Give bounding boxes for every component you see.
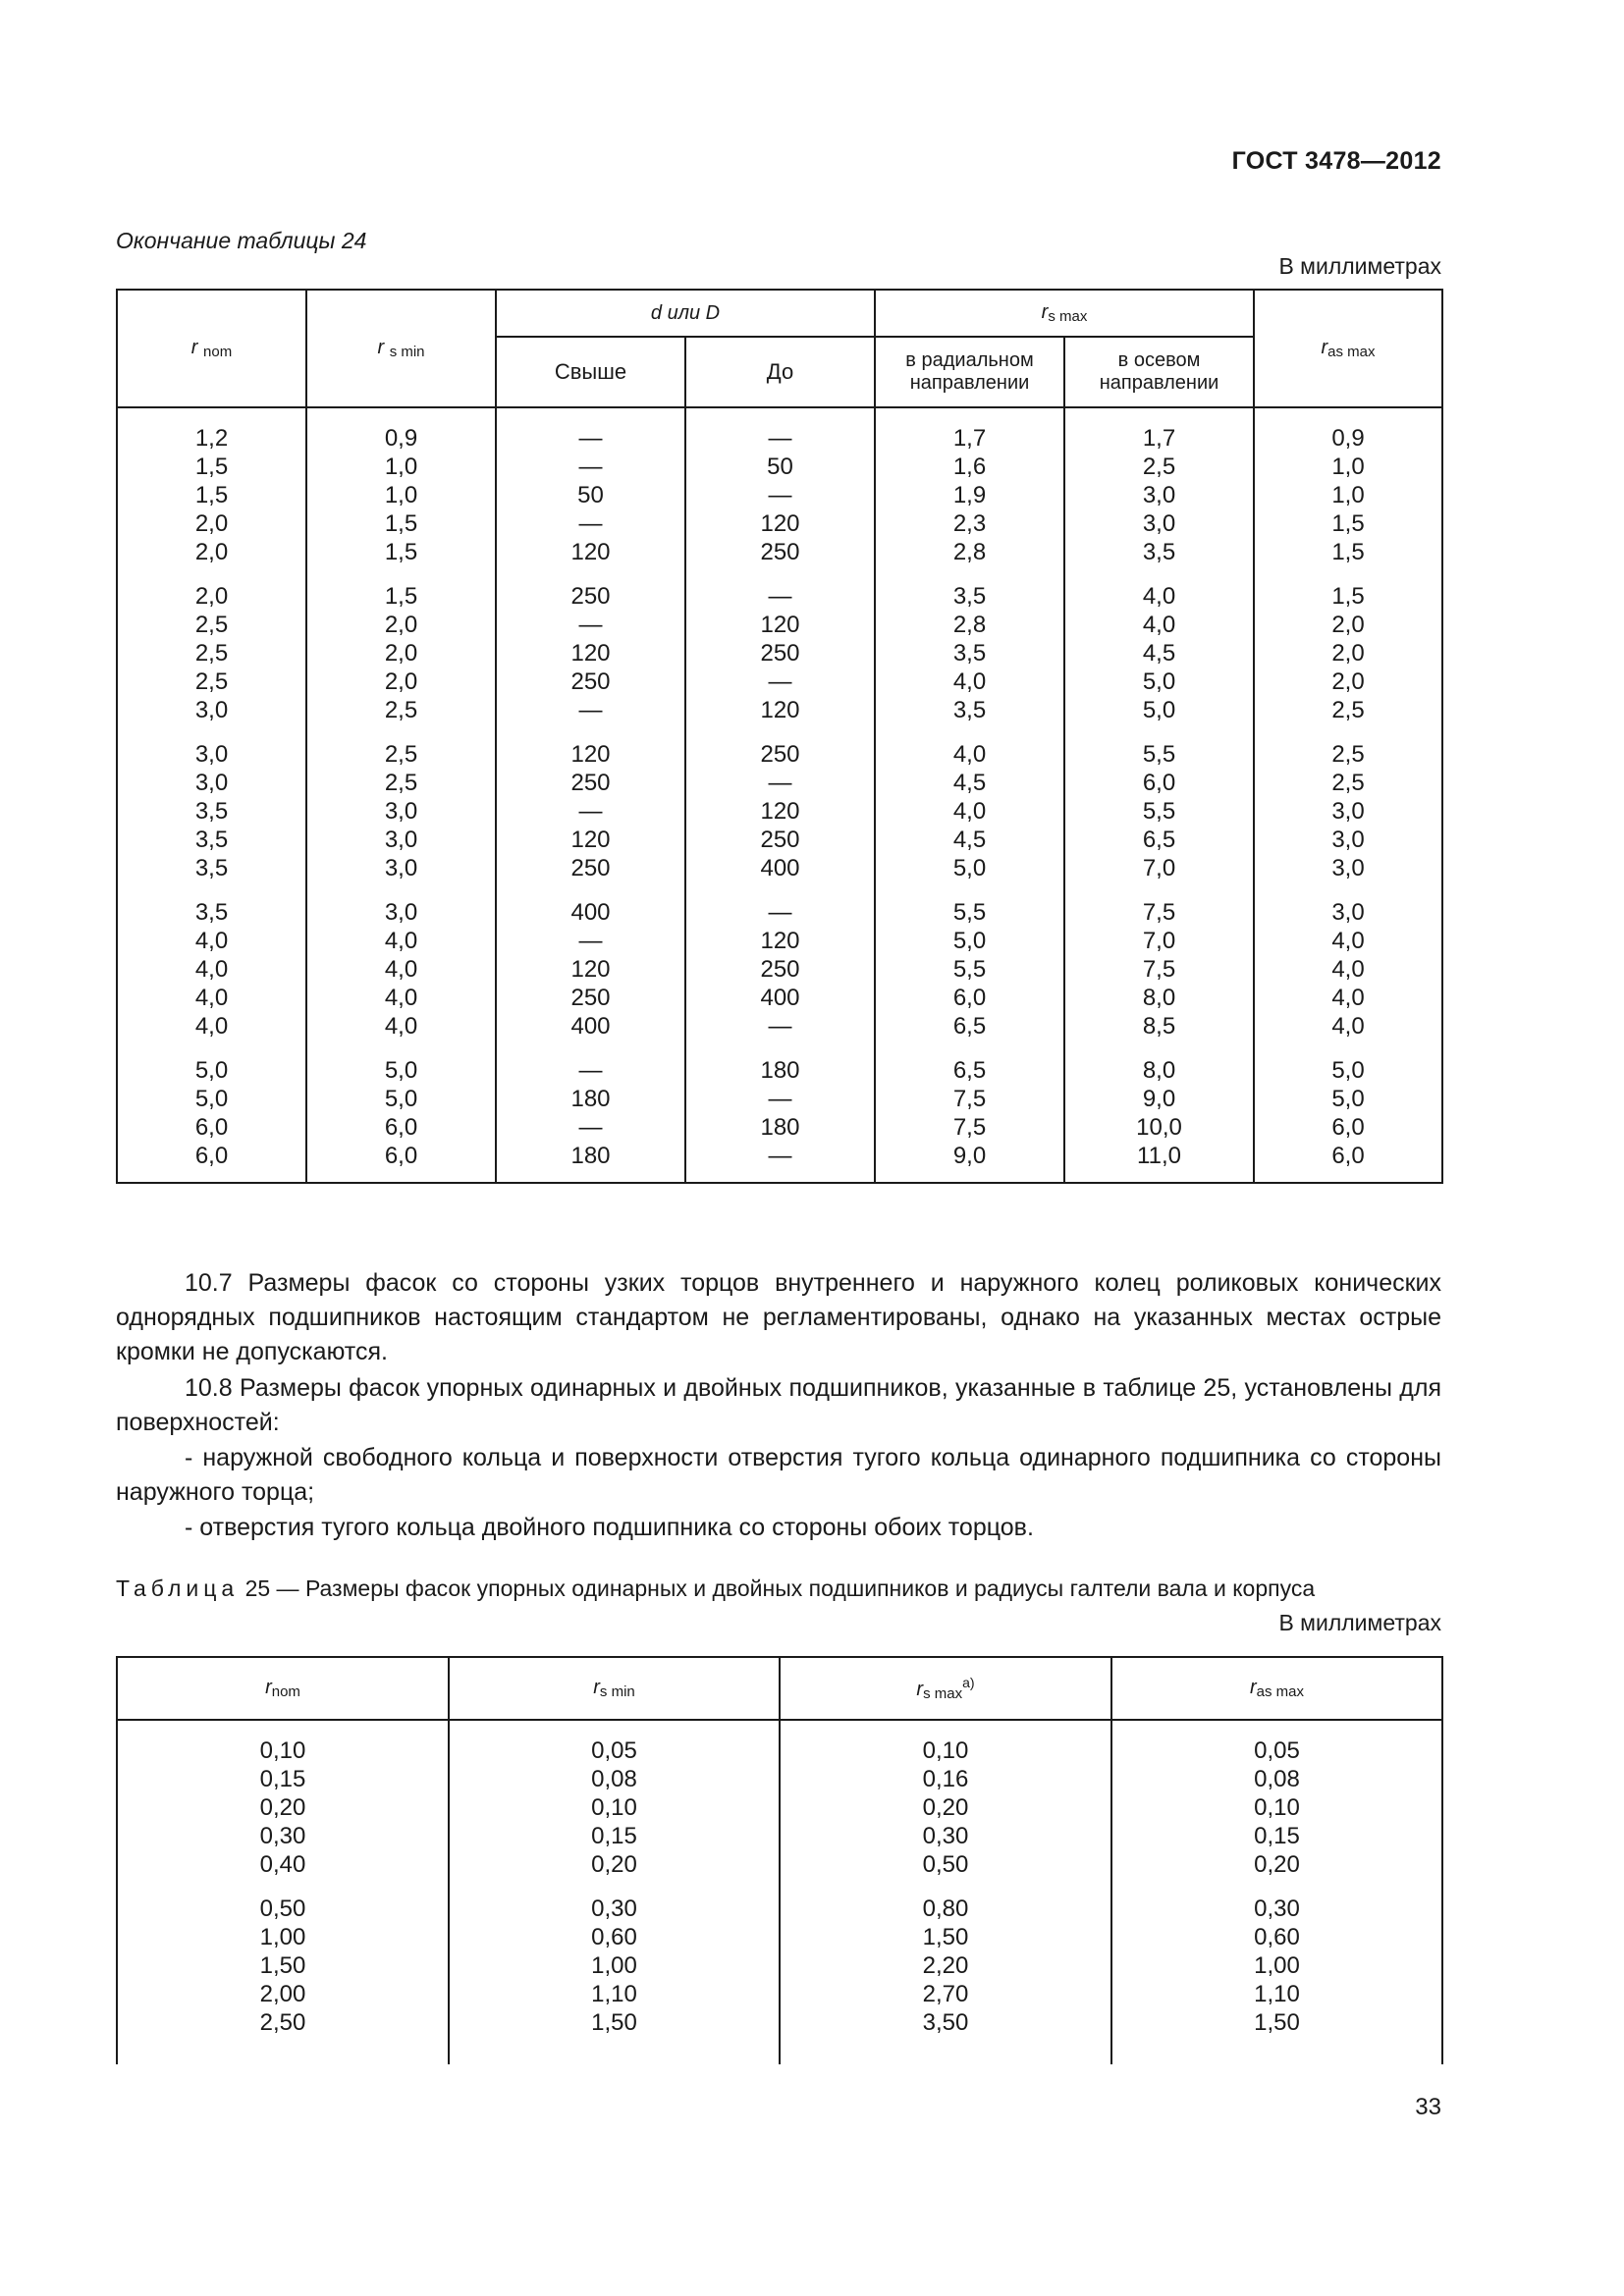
table-cell: 250 [496, 769, 685, 797]
table-cell: 6,5 [875, 1012, 1064, 1041]
table-row [117, 1793, 1442, 1822]
table-cell: 3,0 [1254, 854, 1442, 882]
table-cell: 0,15 [117, 1765, 449, 1793]
table-cell: 1,0 [1254, 453, 1442, 481]
table-cell: 3,50 [780, 2008, 1111, 2037]
table-cell: 1,5 [306, 566, 496, 611]
table-cell [1254, 1170, 1442, 1183]
table-cell: 1,5 [1254, 566, 1442, 611]
table-cell: 1,7 [875, 407, 1064, 453]
table-cell: 9,0 [1064, 1085, 1254, 1113]
table-cell: — [496, 927, 685, 955]
table-cell: 1,0 [1254, 481, 1442, 509]
table-cell: 3,0 [306, 854, 496, 882]
table-row [117, 538, 1442, 566]
table-row [117, 566, 1442, 611]
table-row [117, 407, 1442, 453]
table-row [117, 984, 1442, 1012]
table-row [117, 509, 1442, 538]
table-cell: 11,0 [1064, 1142, 1254, 1170]
table-cell: 0,05 [449, 1720, 780, 1765]
table-cell: 0,30 [449, 1879, 780, 1923]
table-cell: — [496, 453, 685, 481]
table-cell: 5,0 [306, 1041, 496, 1085]
table-cell: 2,0 [306, 611, 496, 639]
table-cell: 7,5 [875, 1085, 1064, 1113]
table-cell: 6,5 [1064, 826, 1254, 854]
table-cell: — [496, 797, 685, 826]
header-r-nom: $r_{nom}$ [117, 1657, 449, 1720]
table-row [117, 696, 1442, 724]
table-cell: 0,15 [1111, 1822, 1442, 1850]
paragraph-10-7: 10.7 Размеры фасок со стороны узких торцов внутреннего и наружного колец роликовых конических однорядных подшипников настоящим стандартом не регламентированы, однако на указанных местах острые кромки не допускаются. [116, 1269, 1441, 1365]
table-cell: 0,30 [117, 1822, 449, 1850]
table-cell: 400 [496, 882, 685, 927]
table-cell: 3,5 [875, 566, 1064, 611]
table-cell: 400 [496, 1012, 685, 1041]
table-cell: — [496, 1041, 685, 1085]
table-cell: 2,0 [1254, 611, 1442, 639]
table-cell: 6,0 [306, 1142, 496, 1170]
table-cell: 4,0 [117, 927, 306, 955]
table-row [117, 927, 1442, 955]
table-cell: 3,5 [117, 826, 306, 854]
table-cell: 4,0 [306, 927, 496, 955]
table-cell: 120 [496, 538, 685, 566]
table-cell: — [496, 696, 685, 724]
table-cell: 0,9 [306, 407, 496, 453]
table-cell: 3,0 [306, 826, 496, 854]
table-cell: 0,10 [780, 1720, 1111, 1765]
table-cell: 5,0 [1254, 1041, 1442, 1085]
table-cell: 0,30 [780, 1822, 1111, 1850]
table-cell: 0,20 [449, 1850, 780, 1879]
table-cell: 50 [496, 481, 685, 509]
table-row [117, 1765, 1442, 1793]
table-cell: 5,0 [875, 927, 1064, 955]
table-cell: 120 [685, 797, 875, 826]
list-item: - наружной свободного кольца и поверхности отверстия тугого кольца одинарного подшипника со стороны наружного торца; [116, 1444, 1441, 1506]
table-cell: 2,5 [1254, 696, 1442, 724]
table-row [117, 1850, 1442, 1879]
table-cell: 3,0 [1254, 882, 1442, 927]
table-cell: 0,20 [780, 1793, 1111, 1822]
table-cell [1111, 2037, 1442, 2064]
table-cell [780, 2037, 1111, 2064]
table-cell: 5,5 [1064, 724, 1254, 769]
table-cell: 250 [685, 639, 875, 667]
table-cell: 250 [496, 984, 685, 1012]
table-cell: 4,0 [1254, 927, 1442, 955]
table-cell: 0,80 [780, 1879, 1111, 1923]
table-cell: 4,5 [1064, 639, 1254, 667]
table-cell: 9,0 [875, 1142, 1064, 1170]
table-cell: 8,5 [1064, 1012, 1254, 1041]
table-spacer-row [117, 1170, 1442, 1183]
table-row [117, 639, 1442, 667]
table-cell: 1,5 [117, 453, 306, 481]
table-cell: 4,0 [1254, 1012, 1442, 1041]
header-ras-max: $r_{as max}$ [1111, 1657, 1442, 1720]
table-row [117, 769, 1442, 797]
table-cell: 0,20 [117, 1793, 449, 1822]
table-row [117, 955, 1442, 984]
table-row [117, 1822, 1442, 1850]
table-cell: 1,5 [1254, 509, 1442, 538]
table-cell: 4,0 [117, 984, 306, 1012]
table-cell: 2,5 [117, 611, 306, 639]
table-cell: 1,50 [117, 1951, 449, 1980]
table-cell: 3,5 [117, 797, 306, 826]
table-row [117, 1980, 1442, 2008]
table-cell: 1,50 [449, 2008, 780, 2037]
table-cell: 2,0 [1254, 667, 1442, 696]
table-cell: 0,15 [449, 1822, 780, 1850]
table-cell: 120 [496, 639, 685, 667]
table-cell: 7,0 [1064, 927, 1254, 955]
table-cell: 120 [685, 927, 875, 955]
table-cell: — [685, 769, 875, 797]
table-cell: 3,0 [117, 769, 306, 797]
table-cell: 6,0 [1254, 1142, 1442, 1170]
table-cell: 3,0 [117, 696, 306, 724]
table-cell: 120 [496, 826, 685, 854]
table-row [117, 1720, 1442, 1765]
table-cell: 3,0 [306, 882, 496, 927]
table-row [117, 453, 1442, 481]
table-cell: 250 [496, 566, 685, 611]
table-cell: 2,5 [306, 696, 496, 724]
table-cell: 2,5 [117, 667, 306, 696]
table-cell: — [685, 481, 875, 509]
table-cell: 3,0 [306, 797, 496, 826]
table-cell: 5,0 [117, 1041, 306, 1085]
paragraph-10-8: 10.8 Размеры фасок упорных одинарных и двойных подшипников, указанные в таблице 25, установлены для поверхностей: [116, 1374, 1441, 1436]
table-cell: 6,0 [117, 1113, 306, 1142]
table-cell: — [685, 1085, 875, 1113]
table-cell: 6,0 [875, 984, 1064, 1012]
table-row [117, 611, 1442, 639]
table-cell: 5,5 [875, 882, 1064, 927]
table-cell: 120 [685, 509, 875, 538]
table-cell: 1,00 [449, 1951, 780, 1980]
table-cell: 2,0 [306, 639, 496, 667]
table-cell: 1,10 [449, 1980, 780, 2008]
page-number: 33 [1415, 2094, 1441, 2120]
table-cell: 6,0 [1254, 1113, 1442, 1142]
table-cell [306, 1170, 496, 1183]
units-label: В миллиметрах [1278, 253, 1441, 279]
table-24 [116, 289, 1443, 1184]
table-25-body [117, 1720, 1442, 2064]
table-cell: — [496, 407, 685, 453]
table-cell: 0,16 [780, 1765, 1111, 1793]
table-cell: 400 [685, 854, 875, 882]
table-cell: 6,0 [117, 1142, 306, 1170]
table-cell: 5,0 [1064, 696, 1254, 724]
table-row [117, 1879, 1442, 1923]
header-d-or-D: d или D [496, 290, 875, 337]
table-cell: 0,60 [1111, 1923, 1442, 1951]
header-rs-min: $r_{s min}$ [449, 1657, 780, 1720]
table-cell: 250 [496, 667, 685, 696]
table-cell: 0,10 [117, 1720, 449, 1765]
table-cell: 180 [496, 1142, 685, 1170]
table-cell: 250 [685, 538, 875, 566]
table-cell: 2,5 [1254, 724, 1442, 769]
table-cell: 2,70 [780, 1980, 1111, 2008]
table-cell: 0,30 [1111, 1879, 1442, 1923]
table-cell: 1,9 [875, 481, 1064, 509]
table-cell: 120 [685, 696, 875, 724]
table-cell: 1,0 [306, 453, 496, 481]
table-cell: 3,5 [875, 696, 1064, 724]
table-cell: 4,0 [306, 1012, 496, 1041]
table-cell: 250 [685, 955, 875, 984]
table-cell: — [685, 1012, 875, 1041]
table-cell: 1,00 [117, 1923, 449, 1951]
table-cell: 0,50 [780, 1850, 1111, 1879]
table-cell: 0,08 [1111, 1765, 1442, 1793]
table-row [117, 1041, 1442, 1085]
table-cell: 120 [496, 955, 685, 984]
table-label: Таблица [116, 1575, 240, 1601]
table-cell: 1,5 [306, 509, 496, 538]
table-cell: 3,0 [1064, 509, 1254, 538]
table-cell: 3,0 [1254, 826, 1442, 854]
table-cell: 2,0 [117, 538, 306, 566]
table-cell: 0,9 [1254, 407, 1442, 453]
table-row [117, 797, 1442, 826]
table-row [117, 854, 1442, 882]
table-cell: — [496, 611, 685, 639]
table-cell: 2,8 [875, 538, 1064, 566]
table-cell: 0,60 [449, 1923, 780, 1951]
table-cell: 1,5 [1254, 538, 1442, 566]
table-cell: — [685, 407, 875, 453]
table-cell: 10,0 [1064, 1113, 1254, 1142]
table-cell: — [685, 667, 875, 696]
table-cell: 1,5 [306, 538, 496, 566]
table-cell: 2,0 [117, 566, 306, 611]
table-row [117, 481, 1442, 509]
table-cell: 250 [685, 826, 875, 854]
table-cell: 5,5 [1064, 797, 1254, 826]
table-cell: 180 [685, 1041, 875, 1085]
table-cell: 50 [685, 453, 875, 481]
table-cell: 5,0 [117, 1085, 306, 1113]
table-cell [449, 2037, 780, 2064]
table-row [117, 1923, 1442, 1951]
header-rs-max: $r_{s max}^{a)}$ [780, 1657, 1111, 1720]
table-cell: 2,50 [117, 2008, 449, 2037]
table-cell: 250 [496, 854, 685, 882]
table-continuation-caption: Окончание таблицы 24 [116, 228, 367, 253]
table-cell: 7,5 [875, 1113, 1064, 1142]
table-cell: 4,0 [875, 797, 1064, 826]
table-cell: 1,5 [117, 481, 306, 509]
table-cell: 6,0 [306, 1113, 496, 1142]
table-cell: 0,10 [449, 1793, 780, 1822]
header-axial: в осевом направлении [1064, 337, 1254, 407]
table-row [117, 1085, 1442, 1113]
table-cell: 2,8 [875, 611, 1064, 639]
table-cell: 400 [685, 984, 875, 1012]
table-row [117, 826, 1442, 854]
table-cell: 7,5 [1064, 882, 1254, 927]
table-cell: 5,0 [875, 854, 1064, 882]
header-ras-max: $r_{as max}$ [1254, 290, 1442, 407]
table-row [117, 882, 1442, 927]
table-title: 25 — Размеры фасок упорных одинарных и двойных подшипников и радиусы галтели вала и корпуса [244, 1575, 1316, 1601]
table-cell [875, 1170, 1064, 1183]
table-cell: 0,20 [1111, 1850, 1442, 1879]
table-cell: 2,5 [306, 769, 496, 797]
table-25-caption [116, 1575, 1315, 1602]
table-cell: 3,5 [875, 639, 1064, 667]
header-rs-min: r $_{s min}$ [306, 290, 496, 407]
table-cell: 8,0 [1064, 1041, 1254, 1085]
table-cell: 4,0 [306, 955, 496, 984]
table-cell: 4,5 [875, 826, 1064, 854]
table-cell: 1,2 [117, 407, 306, 453]
table-cell: 4,0 [875, 724, 1064, 769]
header-to: До [685, 337, 875, 407]
table-row [117, 724, 1442, 769]
table-cell: 8,0 [1064, 984, 1254, 1012]
table-cell: 250 [685, 724, 875, 769]
table-cell: 6,5 [875, 1041, 1064, 1085]
table-cell [496, 1170, 685, 1183]
header-r-nom: r $_{nom}$ [117, 290, 306, 407]
table-cell: 4,0 [1064, 566, 1254, 611]
table-cell: 2,0 [1254, 639, 1442, 667]
table-row [117, 2008, 1442, 2037]
table-cell: — [496, 509, 685, 538]
table-cell: 2,5 [1064, 453, 1254, 481]
table-cell: 5,0 [1254, 1085, 1442, 1113]
table-cell: 2,0 [306, 667, 496, 696]
table-cell [117, 1170, 306, 1183]
table-cell: 180 [496, 1085, 685, 1113]
table-cell: 1,50 [1111, 2008, 1442, 2037]
table-cell: 6,0 [1064, 769, 1254, 797]
table-row [117, 1951, 1442, 1980]
table-row [117, 1142, 1442, 1170]
table-cell: 180 [685, 1113, 875, 1142]
table-row [117, 1113, 1442, 1142]
table-cell: — [685, 1142, 875, 1170]
table-25 [116, 1656, 1443, 2064]
table-cell: 0,10 [1111, 1793, 1442, 1822]
table-cell: 4,0 [117, 1012, 306, 1041]
table-cell [685, 1170, 875, 1183]
table-cell: — [496, 1113, 685, 1142]
table-24-body [117, 407, 1442, 1183]
table-cell: — [685, 566, 875, 611]
list-item: - отверстия тугого кольца двойного подшипника со стороны обоих торцов. [185, 1514, 1034, 1541]
document-code: ГОСТ 3478—2012 [1231, 147, 1441, 175]
table-cell: 1,0 [306, 481, 496, 509]
table-cell: 3,0 [117, 724, 306, 769]
table-cell [1064, 1170, 1254, 1183]
table-cell: 2,5 [117, 639, 306, 667]
table-cell: 4,5 [875, 769, 1064, 797]
table-cell: 3,5 [117, 882, 306, 927]
table-cell: 3,0 [1254, 797, 1442, 826]
table-cell: 3,0 [1064, 481, 1254, 509]
table-cell: — [685, 882, 875, 927]
table-cell: 0,50 [117, 1879, 449, 1923]
table-cell: 2,5 [1254, 769, 1442, 797]
table-cell [117, 2037, 449, 2064]
table-cell: 120 [685, 611, 875, 639]
units-label: В миллиметрах [1278, 1610, 1441, 1635]
table-row [117, 667, 1442, 696]
table-cell: 5,0 [1064, 667, 1254, 696]
table-cell: 4,0 [1254, 955, 1442, 984]
table-cell: 2,00 [117, 1980, 449, 2008]
table-cell: 7,0 [1064, 854, 1254, 882]
table-cell: 1,50 [780, 1923, 1111, 1951]
table-cell: 5,0 [306, 1085, 496, 1113]
table-cell: 3,5 [117, 854, 306, 882]
table-cell: 0,08 [449, 1765, 780, 1793]
table-spacer-row [117, 2037, 1442, 2064]
table-cell: 4,0 [875, 667, 1064, 696]
table-cell: 0,40 [117, 1850, 449, 1879]
table-cell: 2,0 [117, 509, 306, 538]
table-cell: 3,5 [1064, 538, 1254, 566]
table-cell: 1,00 [1111, 1951, 1442, 1980]
table-cell: 4,0 [117, 955, 306, 984]
header-over: Свыше [496, 337, 685, 407]
table-cell: 2,5 [306, 724, 496, 769]
table-cell: 2,3 [875, 509, 1064, 538]
table-cell: 4,0 [1254, 984, 1442, 1012]
table-cell: 7,5 [1064, 955, 1254, 984]
header-radial: в радиальном направлении [875, 337, 1064, 407]
table-cell: 5,5 [875, 955, 1064, 984]
table-cell: 2,20 [780, 1951, 1111, 1980]
table-cell: 120 [496, 724, 685, 769]
header-rs-max: $r_{s max}$ [875, 290, 1254, 337]
table-cell: 4,0 [306, 984, 496, 1012]
table-cell: 1,6 [875, 453, 1064, 481]
table-cell: 4,0 [1064, 611, 1254, 639]
table-cell: 0,05 [1111, 1720, 1442, 1765]
table-cell: 1,7 [1064, 407, 1254, 453]
table-cell: 1,10 [1111, 1980, 1442, 2008]
table-row [117, 1012, 1442, 1041]
